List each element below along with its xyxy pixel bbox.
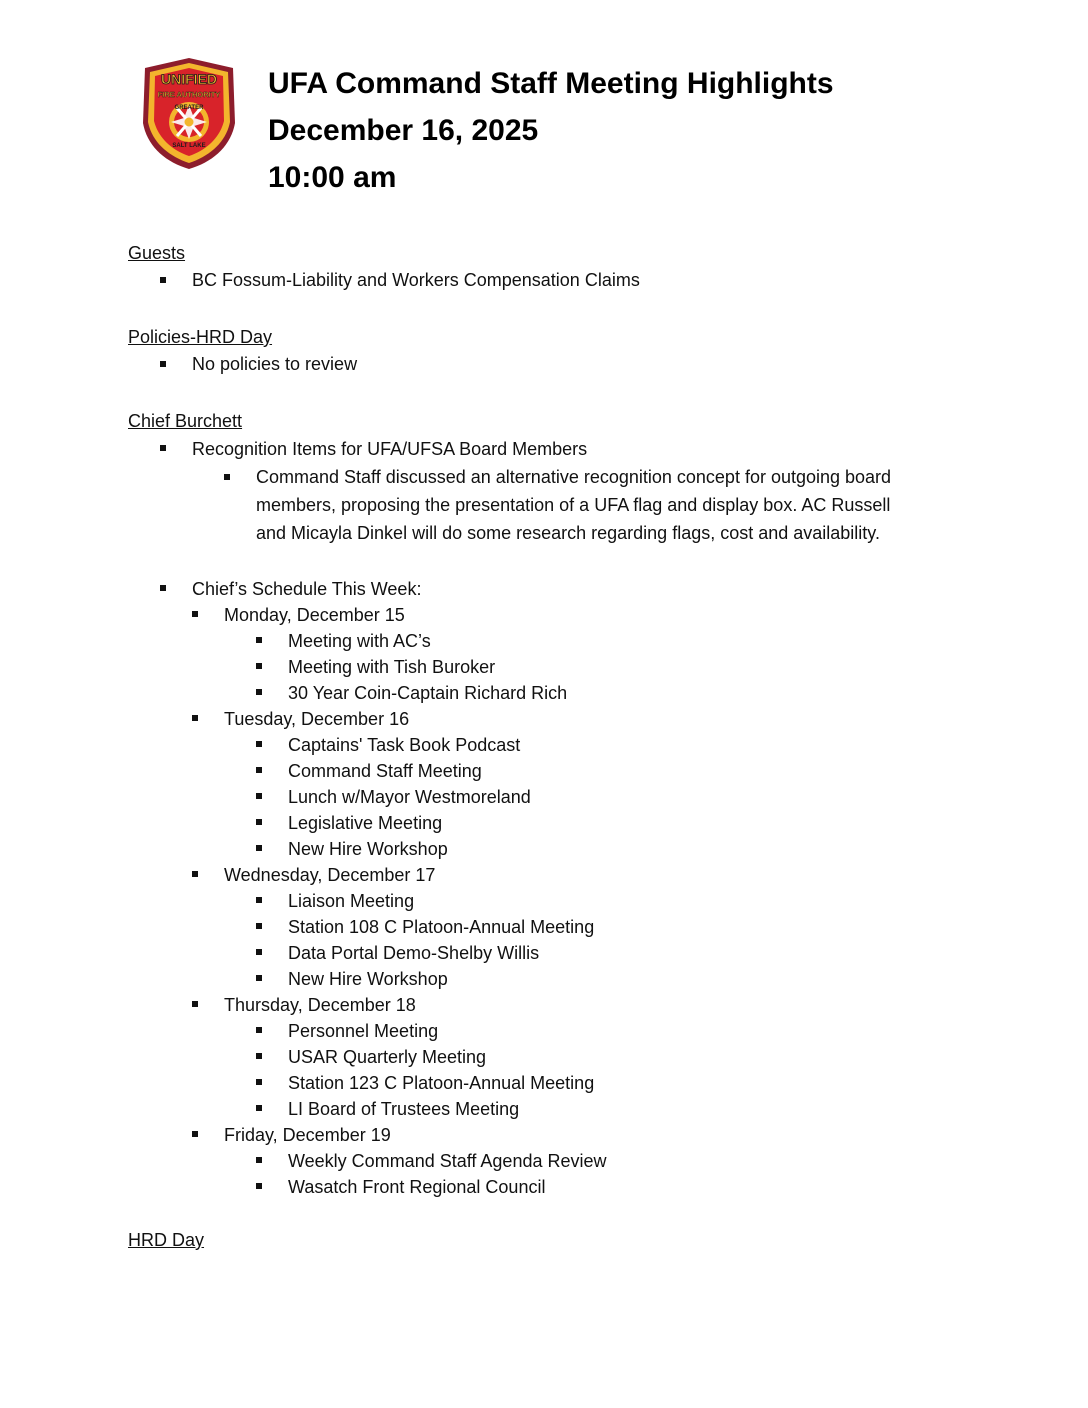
- schedule-item: USAR Quarterly Meeting: [288, 1047, 487, 1067]
- bullet-icon: [256, 663, 262, 669]
- schedule-item: Weekly Command Staff Agenda Review: [288, 1151, 607, 1171]
- schedule-day-monday: Monday, December 15: [224, 605, 405, 625]
- bullet-icon: [256, 1027, 262, 1033]
- schedule-item: Legislative Meeting: [288, 813, 443, 833]
- meeting-time: 10:00 am: [268, 161, 397, 194]
- schedule-item: Meeting with Tish Buroker: [288, 657, 496, 677]
- document-title: UFA Command Staff Meeting Highlights: [268, 67, 834, 100]
- schedule-item: New Hire Workshop: [288, 839, 448, 859]
- bullet-icon: [256, 1183, 262, 1189]
- document-title-block: [268, 60, 1028, 201]
- bullet-icon: [256, 689, 262, 695]
- bullet-icon: [256, 897, 262, 903]
- schedule-item: Liaison Meeting: [288, 891, 415, 911]
- schedule-item: Data Portal Demo-Shelby Willis: [288, 943, 540, 963]
- schedule-item: Station 108 C Platoon-Annual Meeting: [288, 917, 595, 937]
- schedule-item: New Hire Workshop: [288, 969, 448, 989]
- bullet-icon: [160, 585, 166, 591]
- logo-bottom-text: SALT LAKE: [172, 143, 206, 149]
- recognition-note-line: and Micayla Dinkel will do some research regarding flags, cost and availability.: [256, 523, 880, 543]
- bullet-icon: [256, 637, 262, 643]
- bullet-icon: [256, 975, 262, 981]
- schedule-day-friday: Friday, December 19: [224, 1125, 391, 1145]
- policy-item: No policies to review: [192, 354, 358, 374]
- schedule-item: Command Staff Meeting: [288, 761, 482, 781]
- logo-lower-text: GREATER: [174, 105, 204, 111]
- bullet-icon: [256, 1079, 262, 1085]
- recognition-title: Recognition Items for UFA/UFSA Board Members: [192, 439, 588, 459]
- bullet-icon: [192, 611, 198, 617]
- bullet-icon: [192, 1131, 198, 1137]
- bullet-icon: [192, 715, 198, 721]
- bullet-icon: [192, 1001, 198, 1007]
- schedule-title: Chief’s Schedule This Week:: [192, 579, 422, 599]
- recognition-note-line: Command Staff discussed an alternative recognition concept for outgoing board: [256, 467, 892, 487]
- section-heading-hrd-day: HRD Day: [128, 1230, 205, 1250]
- bullet-icon: [256, 949, 262, 955]
- schedule-day-tuesday: Tuesday, December 16: [224, 709, 410, 729]
- logo-top-text: UNIFIED: [161, 71, 217, 87]
- schedule-item: 30 Year Coin-Captain Richard Rich: [288, 683, 568, 703]
- section-heading-policies: Policies-HRD Day: [128, 327, 273, 347]
- schedule-day-wednesday: Wednesday, December 17: [224, 865, 436, 885]
- section-heading-guests: Guests: [128, 243, 186, 263]
- bullet-icon: [160, 277, 166, 283]
- bullet-icon: [160, 361, 166, 367]
- logo-middle-text: FIRE AUTHORITY: [157, 90, 221, 99]
- schedule-item: Captains' Task Book Podcast: [288, 735, 521, 755]
- guest-item: BC Fossum-Liability and Workers Compensation Claims: [192, 270, 640, 290]
- recognition-note-line: members, proposing the presentation of a UFA flag and display box. AC Russell: [256, 495, 891, 515]
- bullet-icon: [256, 923, 262, 929]
- bullet-icon: [256, 793, 262, 799]
- bullet-icon: [256, 767, 262, 773]
- schedule-item: Wasatch Front Regional Council: [288, 1177, 546, 1197]
- bullet-icon: [256, 1157, 262, 1163]
- bullet-icon: [224, 474, 230, 480]
- bullet-icon: [256, 1105, 262, 1111]
- bullet-icon: [256, 741, 262, 747]
- bullet-icon: [256, 845, 262, 851]
- schedule-item: Personnel Meeting: [288, 1021, 439, 1041]
- section-heading-chief: Chief Burchett: [128, 411, 243, 431]
- schedule-item: Station 123 C Platoon-Annual Meeting: [288, 1073, 595, 1093]
- bullet-icon: [256, 1053, 262, 1059]
- unified-fire-authority-logo: [136, 55, 242, 171]
- bullet-icon: [192, 871, 198, 877]
- schedule-item: Lunch w/Mayor Westmoreland: [288, 787, 531, 807]
- bullet-icon: [256, 819, 262, 825]
- logo-center-dot: [185, 118, 194, 127]
- meeting-date: December 16, 2025: [268, 114, 539, 147]
- bullet-icon: [160, 445, 166, 451]
- schedule-day-thursday: Thursday, December 18: [224, 995, 416, 1015]
- schedule-item: Meeting with AC’s: [288, 631, 431, 651]
- schedule-item: LI Board of Trustees Meeting: [288, 1099, 520, 1119]
